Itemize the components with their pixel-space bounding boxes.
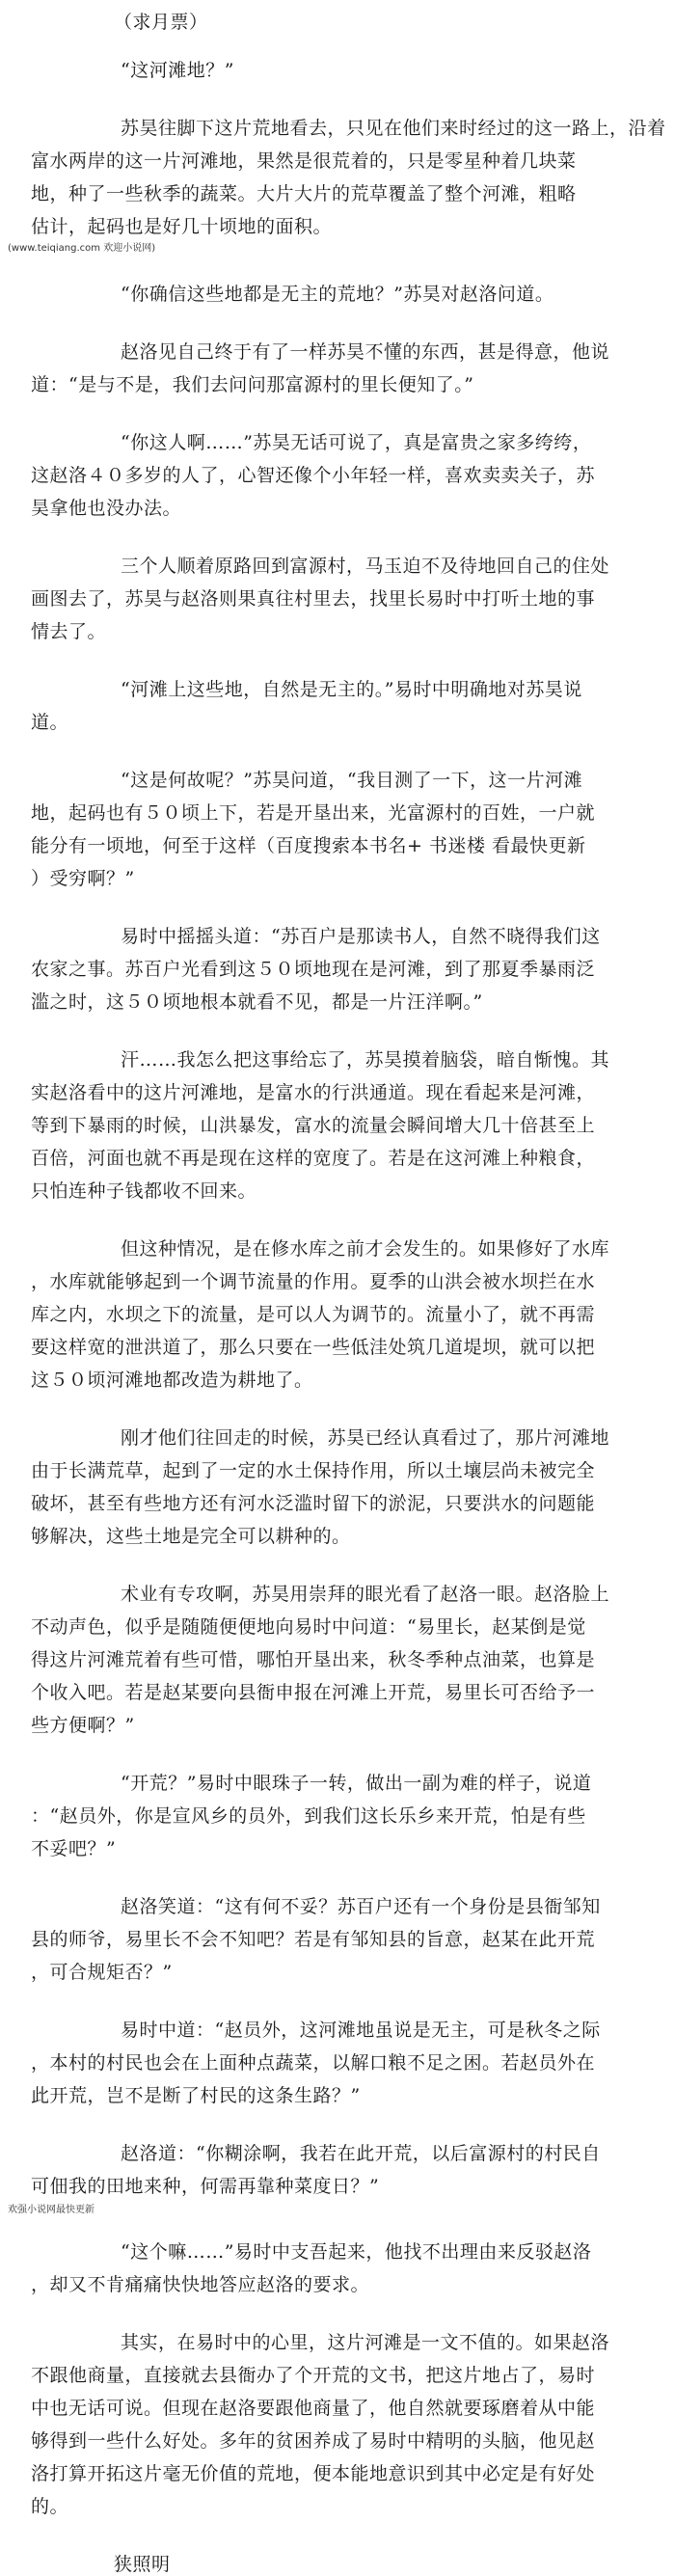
- text-line: “你确信这些地都是无主的荒地？”苏昊对赵洛问道。: [121, 284, 554, 305]
- text-line: 不妥吧？”: [31, 1838, 117, 1859]
- header-note: （求月票）: [114, 12, 208, 33]
- text-line: “开荒？”易时中眼珠子一转，做出一副为难的样子，说道: [121, 1773, 592, 1794]
- text-line: 富水两岸的这一片河滩地，果然是很荒着的，只是零星种着几块菜: [31, 150, 577, 172]
- text-line: 易时中摇摇头道：“苏百户是那读书人，自然不晓得我们这: [121, 926, 601, 947]
- text-line: 昊拿他也没办法。: [31, 498, 182, 519]
- text-line: 个收入吧。若是赵某要向县衙申报在河滩上开荒，易里长可否给予一: [31, 1682, 596, 1703]
- watermark: 欢强小说网最快更新: [8, 2205, 94, 2215]
- text-line: 洛打算开拓这片毫无价值的荒地，便本能地意识到其中必定是有好处: [31, 2463, 596, 2484]
- text-line: 此开荒，岂不是断了村民的这条生路？”: [31, 2085, 361, 2106]
- text-line: 画图去了，苏昊与赵洛则果真往村里去，找里长易时中打听土地的事: [31, 588, 596, 610]
- text-line: 地，种了一些秋季的蔬菜。大片大片的荒草覆盖了整个河滩，粗略: [31, 183, 577, 204]
- text-line: 赵洛笑道：“这有何不妥？苏百户还有一个身份是县衙邹知: [121, 1896, 601, 1917]
- text-line: 够解决，这些土地是完全可以耕种的。: [31, 1526, 351, 1547]
- text-line: ，却又不肯痛痛快快地答应赵洛的要求。: [31, 2274, 370, 2295]
- text-line: 些方便啊？”: [31, 1715, 135, 1736]
- text-line: 易时中道：“赵员外，这河滩地虽说是无主，可是秋冬之际: [121, 2020, 601, 2041]
- text-line: 能分有一顷地，何至于这样（百度搜索本书名+ 书迷楼 看最快更新: [31, 835, 586, 856]
- text-line: “你这人啊……”苏昊无话可说了，真是富贵之家多绔绔，: [121, 432, 592, 453]
- signature: 狭照明: [114, 2554, 171, 2575]
- text-line: 只怕连种子钱都收不回来。: [31, 1180, 257, 1202]
- text-line: 等到下暴雨的时候，山洪暴发，富水的流量会瞬间增大几十倍甚至上: [31, 1115, 596, 1136]
- text-line: 不跟他商量，直接就去县衙办了个开荒的文书，把这片地占了，易时: [31, 2365, 596, 2386]
- text-line: 得这片河滩荒着有些可惜，哪怕开垦出来，秋冬季种点油菜，也算是: [31, 1649, 596, 1670]
- text-line: “这是何故呢？”苏昊问道，“我目测了一下，这一片河滩: [121, 770, 583, 791]
- text-line: 估计，起码也是好几十顷地的面积。: [31, 216, 333, 237]
- text-line: 不动声色，似乎是随随便便地向易时中问道：“易里长，赵某倒是觉: [31, 1616, 586, 1638]
- text-line: 够得到一些什么好处。多年的贫困养成了易时中精明的头脑，他见赵: [31, 2430, 596, 2452]
- text-line: 情去了。: [31, 621, 107, 642]
- text-line: 其实，在易时中的心里，这片河滩是一文不值的。如果赵洛: [121, 2332, 610, 2353]
- text-line: 中也无话可说。但现在赵洛要跟他商量了，他自然就要琢磨着从中能: [31, 2398, 596, 2419]
- text-line: 赵洛道：“你糊涂啊，我若在此开荒，以后富源村的村民自: [121, 2143, 601, 2164]
- text-line: 由于长满荒草，起到了一定的水土保持作用，所以土壤层尚未被完全: [31, 1460, 596, 1481]
- text-line: 这赵洛４０多岁的人了，心智还像个小年轻一样，喜欢卖卖关子，苏: [31, 465, 596, 486]
- text-line: 赵洛见自己终于有了一样苏昊不懂的东西，甚是得意，他说: [121, 341, 610, 363]
- text-line: 汗……我怎么把这事给忘了，苏昊摸着脑袋，暗自惭愧。其: [121, 1049, 610, 1071]
- text-line: 道。: [31, 712, 69, 733]
- text-line: ）受穷啊？”: [31, 868, 135, 889]
- text-line: 三个人顺着原路回到富源村，马玉迫不及待地回自己的住处: [121, 556, 610, 577]
- text-line: 道：“是与不是，我们去问问那富源村的里长便知了。”: [31, 374, 474, 395]
- text-line: “这河滩地？”: [121, 60, 234, 81]
- text-line: ，水库就能够起到一个调节流量的作用。夏季的山洪会被水坝拦在水: [31, 1271, 596, 1292]
- text-line: 库之内，水坝之下的流量，是可以人为调节的。流量小了，就不再需: [31, 1304, 596, 1325]
- text-line: ，本村的村民也会在上面种点蔬菜，以解口粮不足之困。若赵员外在: [31, 2052, 596, 2074]
- text-line: 刚才他们往回走的时候，苏昊已经认真看过了，那片河滩地: [121, 1427, 610, 1449]
- text-line: 要这样宽的泄洪道了，那么只要在一些低洼处筑几道堤坝，就可以把: [31, 1337, 596, 1358]
- text-line: ，可合规矩否？”: [31, 1962, 173, 1983]
- text-line: 滥之时，这５０顷地根本就看不见，都是一片汪洋啊。”: [31, 991, 483, 1013]
- text-line: 实赵洛看中的这片河滩地，是富水的行洪通道。现在看起来是河滩，: [31, 1082, 596, 1103]
- text-line: 可佃我的田地来种，何需再靠种菜度日？”: [31, 2176, 380, 2197]
- text-line: “这个嘛……”易时中支吾起来，他找不出理由来反驳赵洛: [121, 2241, 592, 2263]
- text-line: 苏昊往脚下这片荒地看去，只见在他们来时经过的这一路上，沿着: [121, 118, 666, 139]
- text-line: 但这种情况，是在修水库之前才会发生的。如果修好了水库: [121, 1238, 610, 1260]
- text-line: “河滩上这些地，自然是无主的。”易时中明确地对苏昊说: [121, 679, 582, 700]
- text-line: 破坏，甚至有些地方还有河水泛滥时留下的淤泥，只要洪水的问题能: [31, 1493, 596, 1514]
- text-line: 县的师爷，易里长不会不知吧？若是有邹知县的旨意，赵某在此开荒: [31, 1929, 596, 1950]
- watermark: (www.teiqiang.com 欢迎小说网): [8, 243, 156, 254]
- text-line: 地，起码也有５０顷上下，若是开垦出来，光富源村的百姓，一户就: [31, 802, 596, 824]
- text-line: 的。: [31, 2496, 69, 2517]
- text-line: ：“赵员外，你是宣风乡的员外，到我们这长乐乡来开荒，怕是有些: [31, 1805, 586, 1827]
- text-line: 农家之事。苏百户光看到这５０顷地现在是河滩，到了那夏季暴雨泛: [31, 959, 596, 980]
- text-line: 这５０顷河滩地都改造为耕地了。: [31, 1369, 313, 1391]
- text-line: 术业有专攻啊，苏昊用崇拜的眼光看了赵洛一眼。赵洛脸上: [121, 1584, 610, 1605]
- text-line: 百倍，河面也就不再是现在这样的宽度了。若是在这河滩上种粮食，: [31, 1148, 596, 1169]
